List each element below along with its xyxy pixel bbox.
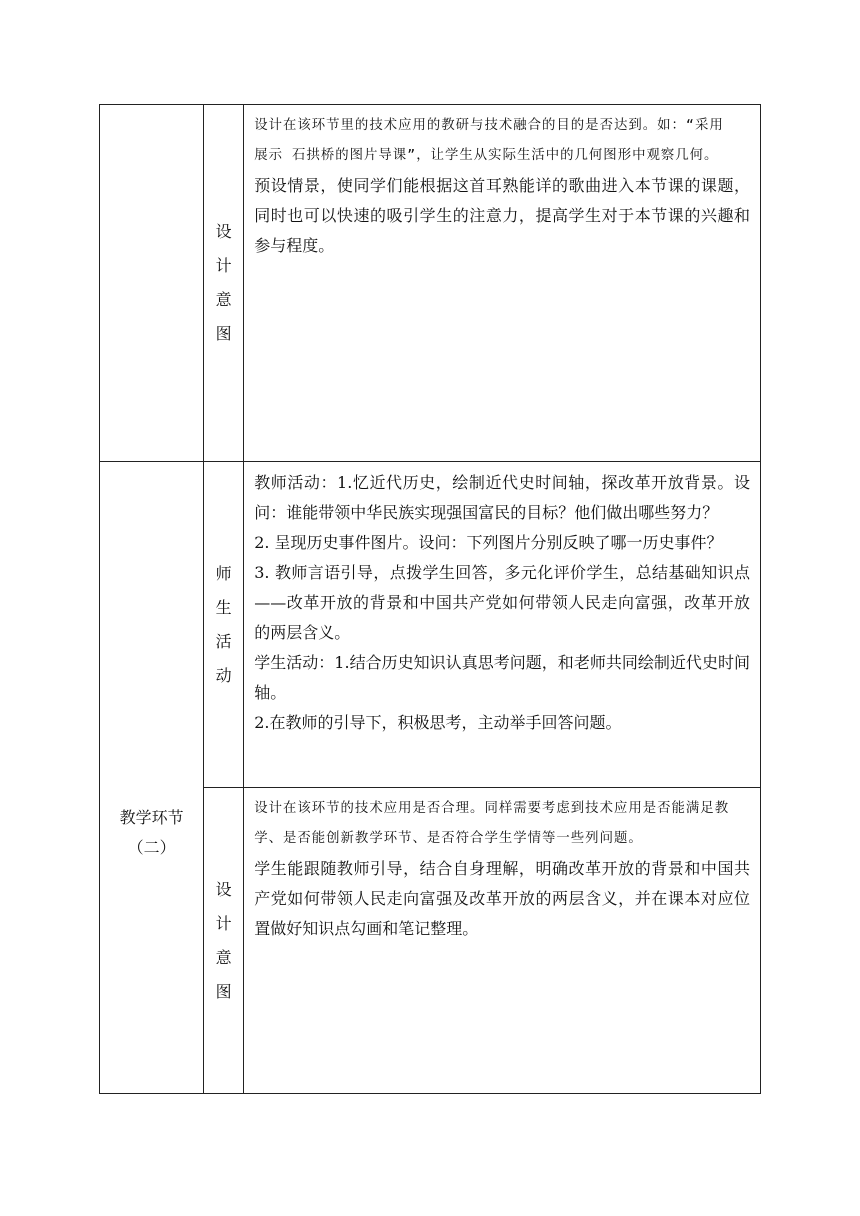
lesson-plan-table bbox=[99, 104, 761, 1094]
label-char: 设 bbox=[215, 879, 232, 899]
tech-note-line: 设计在该环节的技术应用是否合理。同样需要考虑到技术应用是否能满足教 bbox=[254, 801, 730, 816]
label-char: 生 bbox=[215, 597, 232, 617]
design-intent-content bbox=[244, 105, 761, 462]
activity-paragraph: 教师活动：1.忆近代历史，绘制近代史时间轴，探改革开放背景。设问：谁能带领中华民族实现强国富民的目标？他们做出哪些努力？ bbox=[254, 473, 750, 522]
activity-paragraph: 2.在教师的引导下，积极思考，主动举手回答问题。 bbox=[254, 713, 622, 732]
design-intent-label bbox=[204, 105, 244, 462]
label-char: 师 bbox=[215, 563, 232, 583]
activity-paragraph: 3. 教师言语引导，点拨学生回答，多元化评价学生，总结基础知识点——改革开放的背景和中国共产党如何带领人民走向富强，改革开放的两层含义。 bbox=[254, 563, 750, 642]
intent-paragraph: 预设情景，使同学们能根据这首耳熟能详的歌曲进入本节课的课题，同时也可以快速的吸引学生的注意力，提高学生对于本节课的兴趣和参与程度。 bbox=[254, 176, 750, 255]
table-row bbox=[100, 105, 761, 462]
activity-label bbox=[204, 462, 244, 788]
label-char: 计 bbox=[215, 913, 232, 933]
label-char: 意 bbox=[215, 290, 232, 309]
design-intent-content bbox=[244, 788, 761, 1094]
label-char: 图 bbox=[215, 324, 232, 343]
activity-content bbox=[244, 462, 761, 788]
label-char: 图 bbox=[215, 981, 232, 1001]
activity-paragraph: 2. 呈现历史事件图片。设问：下列图片分别反映了哪一历史事件？ bbox=[254, 533, 723, 552]
tech-note-line: 展示 石拱桥的图片导课”，让学生从实际生活中的几何图形中观察几何。 bbox=[254, 148, 719, 163]
design-intent-label bbox=[204, 788, 244, 1094]
label-char: 设 bbox=[215, 222, 232, 241]
stage-label: 教学环节 bbox=[119, 807, 184, 827]
stage-number: （二） bbox=[127, 837, 176, 857]
teaching-stage-cell bbox=[100, 462, 204, 1094]
tech-note-line: 设计在该环节里的技术应用的教研与技术融合的目的是否达到。如：“采用 bbox=[254, 118, 724, 133]
tech-note-line: 学、是否能创新教学环节、是否符合学生学情等一些列问题。 bbox=[254, 831, 643, 846]
label-char: 意 bbox=[215, 947, 232, 967]
table-row bbox=[100, 462, 761, 788]
activity-paragraph: 学生活动：1.结合历史知识认真思考问题，和老师共同绘制近代史时间轴。 bbox=[254, 653, 750, 702]
label-char: 动 bbox=[215, 665, 232, 685]
intent-paragraph: 学生能跟随教师引导，结合自身理解，明确改革开放的背景和中国共产党如何带领人民走向富强及改革开放的两层含义，并在课本对应位置做好知识点勾画和笔记整理。 bbox=[254, 859, 750, 938]
stage-cell-empty bbox=[100, 105, 204, 462]
label-char: 活 bbox=[215, 631, 232, 651]
label-char: 计 bbox=[215, 256, 232, 275]
